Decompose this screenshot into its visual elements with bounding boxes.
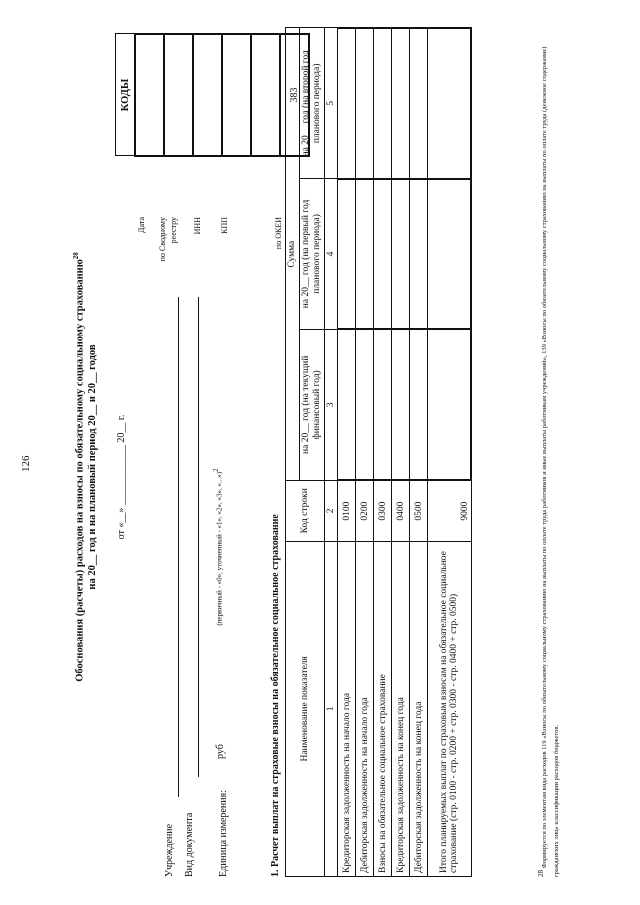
footnote-text: Формируется по элементам вида расходов 119 «Взносы по обязательному социальному страхованию на выплаты по оплате труда работников и иные выплаты работникам учреждений», 139 «Взносы по обязательному социальному страхованию на выплаты по оплате труда (денежное содержание) гражданских лиц» классификации расходов бюджетов. xyxy=(541,46,561,877)
section-title: 1. Расчет выплат на страховые взносы на обязательное социальное страхование xyxy=(270,514,281,877)
row-name: Итого планируемых выплат по страховым взносам на обязательное социальное страхование (стр. 0100 - стр. 0200 + стр. 0300 - стр. 0400 + стр. 0500) xyxy=(428,541,472,876)
codes-label-inn: ИНН xyxy=(193,217,202,235)
value-cell xyxy=(428,329,472,480)
codes-label-registry: по Сводному реестру xyxy=(158,217,178,262)
row-name: Кредиторская задолженность на конец года xyxy=(392,541,410,876)
codes-label-okei: по ОКЕИ xyxy=(274,217,283,250)
value-cell xyxy=(374,28,392,179)
table-row xyxy=(338,28,356,877)
value-cell xyxy=(428,179,472,330)
codes-labels xyxy=(128,217,292,287)
table-row-total xyxy=(428,28,472,877)
row-name: Взносы на обязательное социальное страхование xyxy=(374,541,392,876)
payments-table xyxy=(285,27,472,877)
header-sum: Сумма xyxy=(286,28,300,480)
header-col4: на 20__ год (на первый год планового периода) xyxy=(300,179,325,330)
value-cell xyxy=(410,329,428,480)
value-cell xyxy=(356,329,374,480)
col-number: 1 xyxy=(325,541,338,876)
codes-label-blank xyxy=(238,217,265,287)
value-cell xyxy=(356,179,374,330)
value-cell xyxy=(374,329,392,480)
codes-cell-registry xyxy=(164,34,193,156)
unit-value: руб xyxy=(215,744,226,759)
value-cell xyxy=(392,179,410,330)
codes-cell-date xyxy=(135,34,164,156)
footnote xyxy=(535,27,563,877)
doc-type-underline xyxy=(198,297,199,777)
row-code: 0100 xyxy=(338,480,356,541)
form-title-text: Обоснования (расчеты) расходов на взносы по обязательному социальному страхованию xyxy=(74,259,86,682)
row-code: 0200 xyxy=(356,480,374,541)
footnote-mark: 28 xyxy=(537,870,545,877)
institution-underline xyxy=(178,297,179,797)
row-name: Кредиторская задолженность на начало года xyxy=(338,541,356,876)
col-number: 4 xyxy=(325,179,338,330)
codes-header: КОДЫ xyxy=(116,34,136,156)
codes-label-date: Дата xyxy=(137,217,146,233)
title-footnote-mark: 28 xyxy=(72,252,80,260)
codes-cell-blank xyxy=(251,34,280,156)
institution-label: Учреждение xyxy=(164,823,175,877)
row-name: Дебиторская задолженность на конец года xyxy=(410,541,428,876)
row-code: 9000 xyxy=(428,480,472,541)
table-row xyxy=(356,28,374,877)
value-cell xyxy=(338,179,356,330)
col-number: 5 xyxy=(325,28,338,179)
header-name: Наименование показателя xyxy=(286,541,325,876)
unit-label: Единица измерения: xyxy=(218,790,229,877)
value-cell xyxy=(410,28,428,179)
table-row xyxy=(392,28,410,877)
column-numbers-row xyxy=(325,28,338,877)
row-code: 0500 xyxy=(410,480,428,541)
header-col3: на 20__ год (на текущий финансовый год) xyxy=(300,329,325,480)
row-code: 0400 xyxy=(392,480,410,541)
page-number: 126 xyxy=(20,455,32,472)
form-subtitle: на 20__ год и на плановый период 20__ и 20__ годов xyxy=(87,344,98,590)
doc-type-label: Вид документа xyxy=(184,812,195,877)
row-code: 0300 xyxy=(374,480,392,541)
value-cell xyxy=(356,28,374,179)
codes-cell-inn xyxy=(193,34,222,156)
value-cell xyxy=(428,28,472,179)
row-name: Дебиторская задолженность на начало года xyxy=(356,541,374,876)
value-cell xyxy=(410,179,428,330)
doc-type-hint xyxy=(212,417,223,677)
value-cell xyxy=(338,329,356,480)
codes-cell-okei: 383 xyxy=(280,34,309,156)
value-cell xyxy=(338,28,356,179)
rotated-form xyxy=(20,27,620,877)
value-cell xyxy=(374,179,392,330)
col-number: 3 xyxy=(325,329,338,480)
doc-type-hint-mark: 2 xyxy=(212,468,220,472)
table-row xyxy=(410,28,428,877)
codes-label-kpp: КПП xyxy=(220,217,229,234)
codes-cell-kpp xyxy=(222,34,251,156)
form-title xyxy=(72,187,86,747)
codes-table xyxy=(115,33,310,157)
header-labels xyxy=(160,790,234,877)
value-cell xyxy=(392,28,410,179)
col-number: 2 xyxy=(325,480,338,541)
header-code: Код строки xyxy=(286,480,325,541)
doc-type-hint-text: (первичный - «0», уточненный - «1», «2», «3», «...») xyxy=(215,471,224,626)
date-line: от «__» ____________ 20__ г. xyxy=(116,414,127,540)
table-row xyxy=(374,28,392,877)
header-col5: на 20__ год (на второй год планового периода) xyxy=(300,28,325,179)
value-cell xyxy=(392,329,410,480)
